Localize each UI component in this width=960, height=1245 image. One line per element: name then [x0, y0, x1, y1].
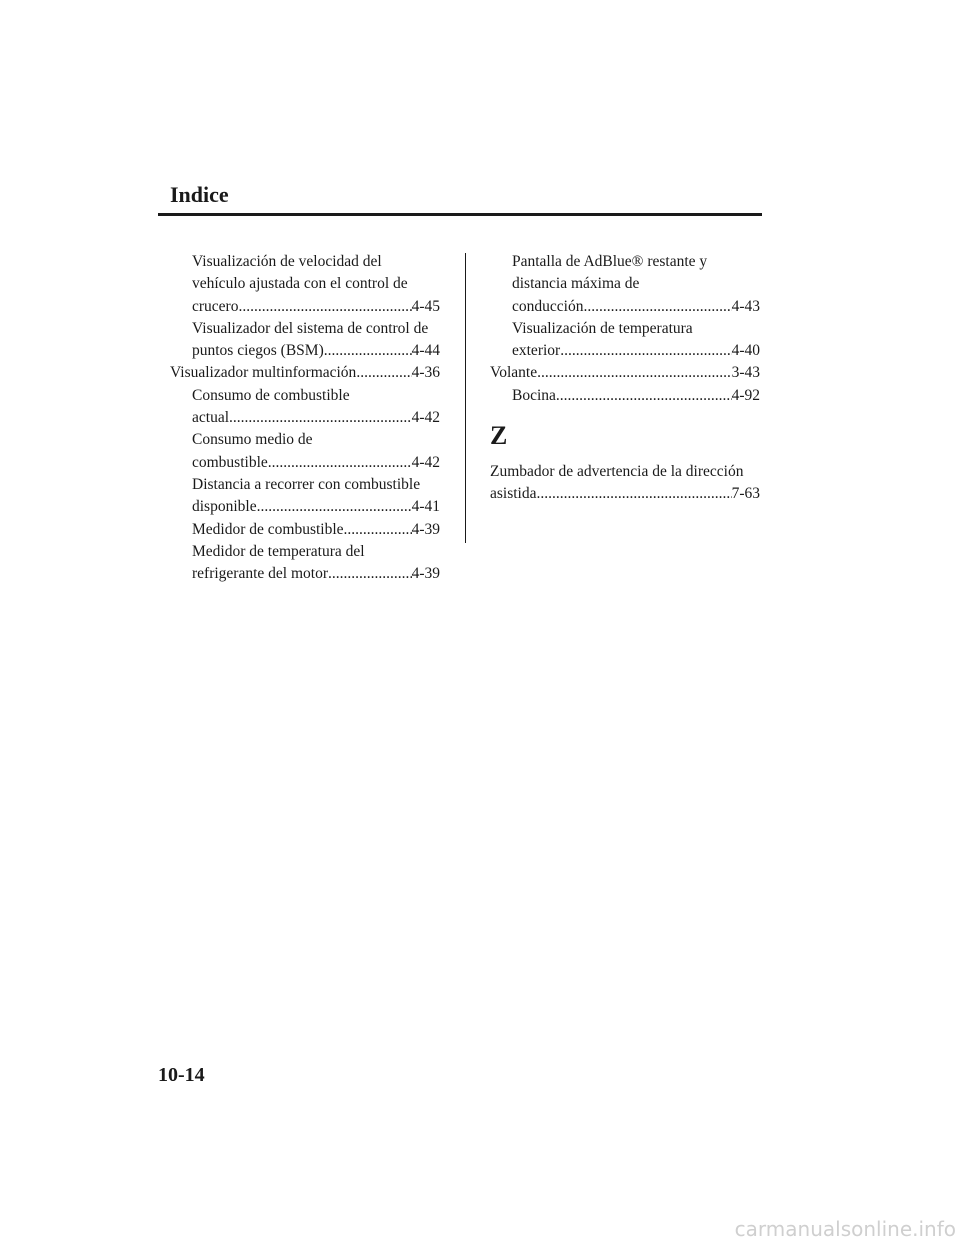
index-entry — [490, 483, 760, 505]
index-text-line: Visualización de velocidad del — [192, 253, 382, 270]
index-page-ref: 7-63 — [731, 485, 760, 503]
index-text-line: Distancia a recorrer con combustible — [192, 475, 421, 493]
dot-leader — [328, 563, 412, 585]
index-page-ref: 4-92 — [731, 386, 760, 404]
dot-leader — [268, 452, 412, 474]
index-page-ref: 4-41 — [411, 498, 440, 516]
dot-leader — [556, 385, 732, 407]
index-entry-label: exterior — [512, 342, 561, 360]
index-entry-label: puntos ciegos (BSM) — [192, 342, 324, 360]
index-text-line: Consumo medio de — [192, 431, 313, 449]
index-entry-label: combustible — [192, 453, 268, 471]
dot-leader — [560, 340, 731, 362]
index-entry — [170, 296, 440, 318]
index-text-line: distancia máxima de — [512, 275, 640, 293]
index-entry-label: asistida — [490, 485, 537, 503]
site-watermark: carmanualsonline.info — [734, 1217, 956, 1241]
index-entry — [170, 340, 440, 362]
index-entry — [490, 296, 760, 318]
index-page-ref: 4-42 — [411, 453, 440, 471]
dot-leader — [537, 362, 732, 384]
index-page-ref: 3-43 — [731, 364, 760, 382]
index-entry-label: Medidor de combustible — [192, 520, 344, 538]
index-text-line: Pantalla de AdBlue® restante y — [512, 253, 708, 270]
index-entry — [170, 452, 440, 474]
index-entry-label: actual — [192, 409, 230, 427]
index-text-line: vehículo ajustada con el control de — [192, 275, 408, 293]
index-page-ref: 4-39 — [411, 565, 440, 583]
dot-leader — [537, 483, 732, 505]
index-entry — [170, 362, 440, 384]
index-entry — [170, 519, 440, 541]
dot-leader — [583, 296, 731, 318]
index-text-line: Zumbador de advertencia de la dirección — [490, 463, 744, 481]
index-entry — [170, 563, 440, 585]
index-page-ref: 4-40 — [731, 342, 760, 360]
page-number: 10-14 — [158, 1064, 205, 1086]
page-title: Indice — [170, 182, 229, 207]
index-entry-label: disponible — [192, 498, 257, 516]
index-entry-label: refrigerante del motor — [192, 565, 328, 583]
index-entry-label: Visualizador multinformación — [170, 364, 357, 382]
index-entry — [170, 407, 440, 429]
index-entry — [490, 340, 760, 362]
index-entry — [490, 362, 760, 384]
index-entry-label: conducción — [512, 297, 584, 315]
index-entry-label: crucero — [192, 297, 239, 315]
index-page-ref: 4-44 — [411, 342, 440, 360]
index-text-line: Medidor de temperatura del — [192, 542, 365, 560]
index-page-ref: 4-43 — [731, 297, 760, 315]
dot-leader — [344, 519, 412, 541]
index-text-line: Consumo de combustible — [192, 386, 350, 404]
index-page-ref: 4-42 — [411, 409, 440, 427]
index-text-line: Visualización de temperatura — [512, 319, 693, 337]
header-rule — [158, 213, 762, 216]
index-entry — [170, 496, 440, 518]
index-page-ref: 4-36 — [411, 364, 440, 382]
index-letter-heading: Z — [490, 421, 508, 451]
dot-leader — [324, 340, 412, 362]
index-column-right — [490, 251, 760, 506]
index-page-ref: 4-45 — [411, 297, 440, 315]
index-entry-label: Bocina — [512, 386, 556, 404]
dot-leader — [238, 296, 411, 318]
index-text-line: Visualizador del sistema de control de — [192, 319, 429, 337]
index-column-left — [170, 251, 440, 585]
dot-leader — [229, 407, 412, 429]
index-page-ref: 4-39 — [411, 520, 440, 538]
index-entry-label: Volante — [490, 364, 538, 382]
dot-leader — [257, 496, 412, 518]
index-entry — [490, 385, 760, 407]
column-divider — [465, 253, 466, 543]
dot-leader — [356, 362, 411, 384]
